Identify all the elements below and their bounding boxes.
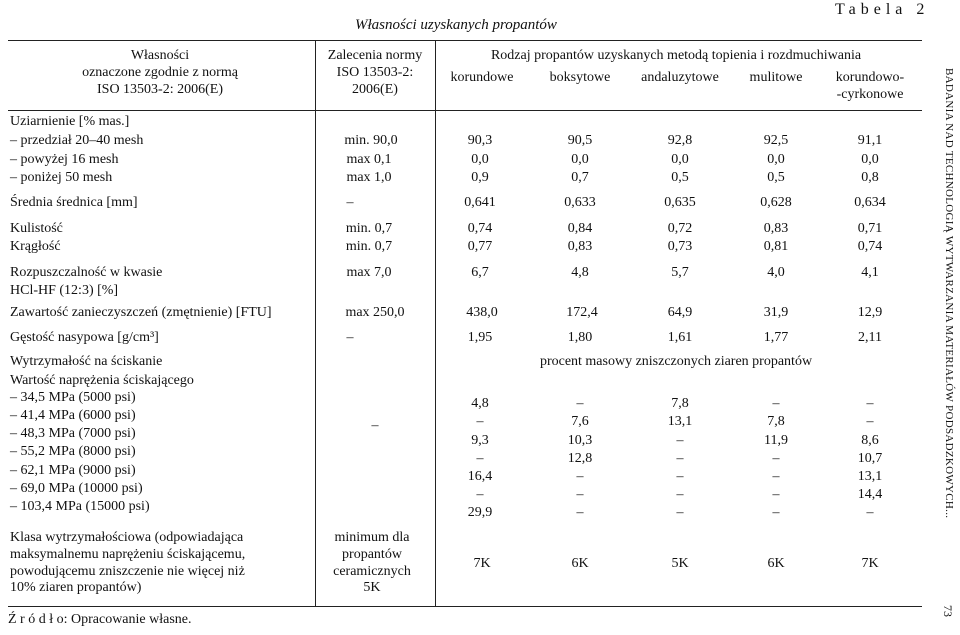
table-cell: 64,9 (667, 305, 693, 320)
running-header: BADANIA NAD TECHNOLOGIĄ WYTWARZANIA MATERIAŁÓW PODSADZKOWYCH... (943, 68, 955, 519)
table-cell: – (772, 451, 780, 466)
solubility-label (10, 265, 162, 300)
crush-row-label: – 34,5 MPa (5000 psi) (10, 390, 136, 405)
sieve-row-label: – przedział 20–40 mesh (10, 133, 144, 148)
table-cell: – (676, 505, 684, 520)
table-cell: 172,4 (566, 305, 598, 320)
table-cell: – (772, 396, 780, 411)
table-cell: – (476, 414, 484, 429)
table-cell: – (676, 487, 684, 502)
table-cell: 0,0 (471, 152, 489, 167)
table-cell: 0,5 (671, 170, 689, 185)
header-norm (328, 48, 422, 98)
table-cell: – (866, 414, 874, 429)
class-label-line3: powodującemu zniszczenie nie więcej niż (10, 563, 245, 579)
table-cell: 2,11 (858, 330, 882, 345)
table-cell: 4,8 (571, 265, 589, 280)
sieve-row-label: – poniżej 50 mesh (10, 170, 113, 185)
table-cell: 0,81 (763, 239, 789, 254)
table-cell: 16,4 (467, 469, 493, 484)
header-type-kc-line1: korundowo- (835, 70, 905, 85)
table-cell: 4,1 (861, 265, 879, 280)
table-cell: 0,0 (861, 152, 879, 167)
table-cell: 0,634 (854, 195, 886, 210)
table-cell: 0,628 (760, 195, 792, 210)
col-divider-1 (315, 40, 316, 606)
table-cell: 0,0 (671, 152, 689, 167)
table-cell: 29,9 (467, 505, 493, 520)
table-cell: 1,80 (567, 330, 593, 345)
table-cell: – (576, 396, 584, 411)
solubility-label-line2: HCl-HF (12:3) [%] (10, 282, 119, 298)
class-norm-line4: 5K (363, 580, 381, 596)
table-cell: 9,3 (471, 433, 489, 448)
table-cell: 10,3 (567, 433, 593, 448)
header-norm-line1: Zalecenia normy (327, 48, 423, 63)
table-cell: – (476, 451, 484, 466)
page-number: 73 (941, 605, 955, 617)
sphericity-label: Kulistość (10, 221, 63, 236)
table-cell: 438,0 (466, 305, 498, 320)
crush-group-note: procent masowy zniszczonych ziaren propantów (539, 354, 813, 369)
sieve-row-norm: max 1,0 (346, 170, 392, 185)
solubility-norm: max 7,0 (346, 265, 392, 280)
roundness-norm: min. 0,7 (345, 239, 393, 254)
table-cell: – (576, 487, 584, 502)
table-cell: 10,7 (857, 451, 883, 466)
table-cell: 4,8 (471, 396, 489, 411)
table-cell: 13,1 (857, 469, 883, 484)
table-cell: 0,8 (861, 170, 879, 185)
table-cell: 0,74 (857, 239, 883, 254)
table-cell: 0,72 (667, 221, 693, 236)
table-cell: 0,73 (667, 239, 693, 254)
table-cell: 0,83 (567, 239, 593, 254)
class-label-line1: Klasa wytrzymałościowa (odpowiadająca (10, 530, 244, 545)
class-norm-line3: ceramicznych (333, 563, 411, 579)
class-norm (333, 530, 411, 597)
header-properties (82, 48, 238, 98)
table-cell: – (676, 433, 684, 448)
turbidity-norm: max 250,0 (345, 305, 405, 320)
density-norm: – (346, 330, 354, 345)
table-cell: 0,77 (467, 239, 493, 254)
crush-row-label: – 41,4 MPa (6000 psi) (10, 408, 136, 423)
crush-row-label: – 103,4 MPa (15000 psi) (10, 499, 150, 514)
header-norm-line3: 2006(E) (352, 81, 398, 97)
table-cell: 92,5 (763, 133, 789, 148)
top-rule (8, 40, 922, 41)
table-cell: 5K (671, 556, 689, 571)
sieve-label: Uziarnienie [% mas.] (10, 114, 130, 129)
table-cell: – (676, 469, 684, 484)
table-cell: – (866, 505, 874, 520)
table-cell: 7,6 (571, 414, 589, 429)
sieve-row-norm: max 0,1 (346, 152, 392, 167)
class-label-line2: maksymalnemu naprężeniu ściskającemu, (10, 546, 246, 562)
table-cell: 6K (767, 556, 785, 571)
table-cell: 12,8 (567, 451, 593, 466)
table-cell: – (772, 469, 780, 484)
table-cell: 0,74 (467, 221, 493, 236)
crush-row-label: – 55,2 MPa (8000 psi) (10, 444, 136, 459)
crush-row-label: – 62,1 MPa (9000 psi) (10, 463, 136, 478)
table-cell: 91,1 (857, 133, 883, 148)
table-cell: 7,8 (671, 396, 689, 411)
table-cell: 14,4 (857, 487, 883, 502)
table-cell: 0,633 (564, 195, 596, 210)
diameter-norm: – (346, 195, 354, 210)
header-type-korundowe: korundowe (450, 70, 514, 85)
class-norm-line2: propantów (342, 546, 402, 562)
table-cell: – (866, 396, 874, 411)
table-cell: – (772, 505, 780, 520)
table-cell: – (576, 469, 584, 484)
density-label: Gęstość nasypowa [g/cm³] (10, 330, 159, 345)
table-cell: 0,0 (767, 152, 785, 167)
header-properties-line1: Własności (130, 48, 190, 63)
class-label (10, 530, 245, 597)
class-label-line4: 10% ziaren propantów) (10, 580, 142, 596)
header-group: Rodzaj propantów uzyskanych metodą topienia i rozdmuchiwania (490, 48, 862, 63)
table-cell: 12,9 (857, 305, 883, 320)
sieve-row-label: – powyżej 16 mesh (10, 152, 119, 167)
table-cell: 0,9 (471, 170, 489, 185)
col-divider-2 (435, 40, 436, 606)
source-note: Ź r ó d ł o: Opracowanie własne. (8, 612, 192, 627)
header-type-mulitowe: mulitowe (749, 70, 803, 85)
table-cell: 90,3 (467, 133, 493, 148)
table-cell: 0,83 (763, 221, 789, 236)
table-cell: 6,7 (471, 265, 489, 280)
sphericity-norm: min. 0,7 (345, 221, 393, 236)
table-cell: 1,95 (467, 330, 493, 345)
table-cell: 1,61 (667, 330, 693, 345)
table-cell: – (772, 487, 780, 502)
header-type-korundowo-cyrkonowe (836, 70, 904, 104)
bottom-rule (8, 606, 922, 607)
table-cell: 0,0 (571, 152, 589, 167)
table-cell: 7,8 (767, 414, 785, 429)
table-cell: – (676, 451, 684, 466)
table-cell: 90,5 (567, 133, 593, 148)
solubility-label-line1: Rozpuszczalność w kwasie (10, 265, 163, 280)
crush-row-label: – 48,3 MPa (7000 psi) (10, 426, 136, 441)
table-number: Tabela 2 (835, 1, 930, 18)
table-cell: 92,8 (667, 133, 693, 148)
diameter-label: Średnia średnica [mm] (10, 195, 138, 210)
table-cell: 0,71 (857, 221, 883, 236)
table-cell: 0,5 (767, 170, 785, 185)
table-cell: 1,77 (763, 330, 789, 345)
crush-sublabel: Wartość naprężenia ściskającego (10, 373, 194, 388)
roundness-label: Krągłość (10, 239, 61, 254)
table-title: Własności uzyskanych propantów (355, 17, 557, 33)
table-cell: 7K (473, 556, 491, 571)
table-cell: 11,9 (764, 433, 788, 448)
crush-label: Wytrzymałość na ściskanie (10, 354, 163, 369)
header-rule (8, 110, 922, 111)
table-cell: 0,635 (664, 195, 696, 210)
header-type-boksytowe: boksytowe (549, 70, 611, 85)
table-cell: 4,0 (767, 265, 785, 280)
table-cell: – (576, 505, 584, 520)
table-cell: 0,641 (464, 195, 496, 210)
table-cell: 8,6 (861, 433, 879, 448)
table-cell: 31,9 (763, 305, 789, 320)
table-cell: 0,7 (571, 170, 589, 185)
class-norm-line1: minimum dla (334, 530, 410, 545)
table-cell: 0,84 (567, 221, 593, 236)
header-norm-line2: ISO 13503-2: (336, 64, 414, 80)
turbidity-label: Zawartość zanieczyszczeń (zmętnienie) [FTU] (10, 305, 272, 320)
table-cell: 13,1 (667, 414, 693, 429)
sieve-row-norm: min. 90,0 (344, 133, 398, 148)
table-cell: 6K (571, 556, 589, 571)
header-type-kc-line2: -cyrkonowe (836, 86, 904, 102)
table-cell: 7K (861, 556, 879, 571)
header-type-andaluzytowe: andaluzytowe (641, 70, 719, 85)
header-properties-line3: ISO 13503-2: 2006(E) (97, 81, 223, 97)
table-cell: – (476, 487, 484, 502)
crush-norm: – (371, 418, 379, 433)
table-cell: 5,7 (671, 265, 689, 280)
header-properties-line2: oznaczone zgodnie z normą (82, 64, 238, 80)
crush-row-label: – 69,0 MPa (10000 psi) (10, 481, 143, 496)
